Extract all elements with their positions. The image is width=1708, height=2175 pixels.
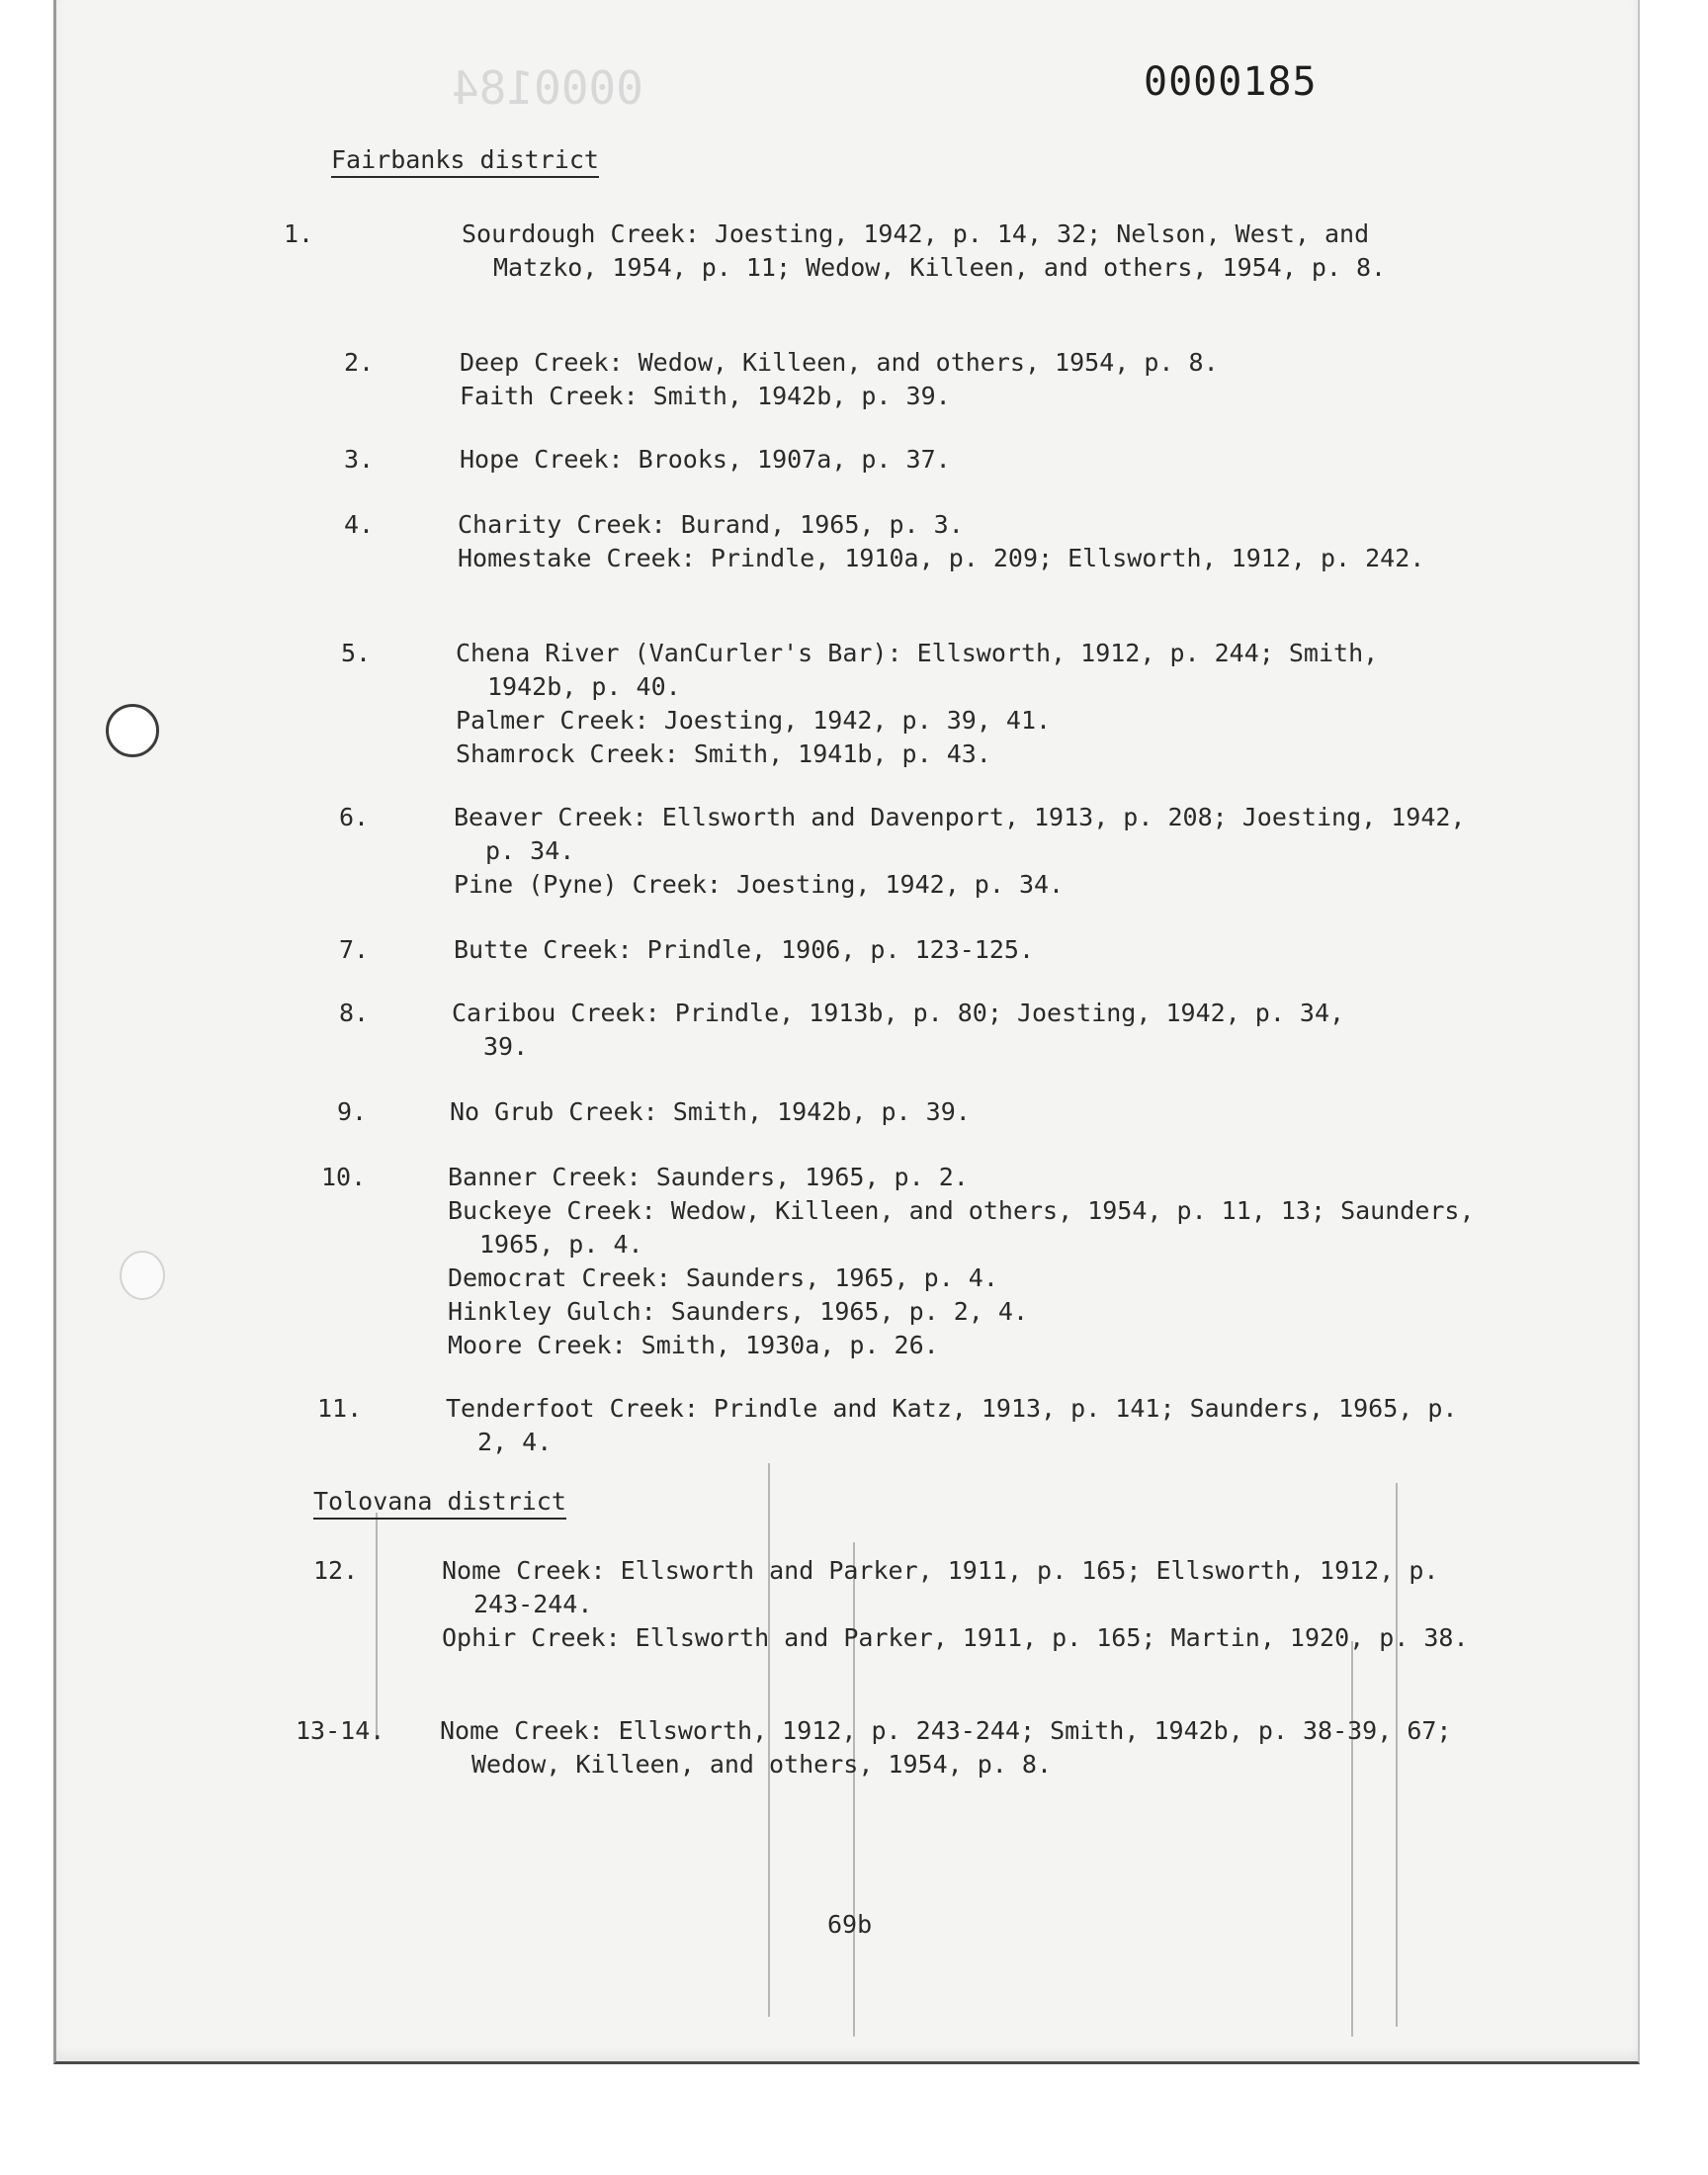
citation: Tenderfoot Creek: Prindle and Katz, 1913, p. 141; Saunders, 1965, p. 2, 4. [446,1394,1458,1456]
entry-number: 2. [344,348,375,377]
section-heading-fairbanks: Fairbanks district [331,145,599,178]
scan-streak [1351,1641,1353,2037]
citation: Moore Creek: Smith, 1930a, p. 26. [448,1331,939,1359]
citation: Ophir Creek: Ellsworth and Parker, 1911, p. 165; Martin, 1920, p. 38. [442,1623,1469,1652]
citation: Hinkley Gulch: Saunders, 1965, p. 2, 4. [448,1297,1028,1326]
entry-number: 12. [313,1556,359,1585]
entry-number: 13-14. [296,1716,385,1745]
entry-number: 4. [344,510,375,539]
citation: Pine (Pyne) Creek: Joesting, 1942, p. 34. [454,870,1065,899]
scan-streak [376,1513,378,1740]
citation: Faith Creek: Smith, 1942b, p. 39. [460,382,951,410]
entry-number: 7. [339,935,370,964]
citation: Caribou Creek: Prindle, 1913b, p. 80; Joesting, 1942, p. 34, 39. [452,999,1345,1061]
page-number: 69b [827,1910,873,1939]
document-stamp-number: 0000185 [1144,59,1318,105]
punch-hole-faint [120,1251,165,1300]
citation: No Grub Creek: Smith, 1942b, p. 39. [450,1097,971,1126]
entry-number: 8. [339,999,370,1027]
citation: Nome Creek: Ellsworth and Parker, 1911, p. 165; Ellsworth, 1912, p. 243-244. [442,1556,1439,1618]
citation: Democrat Creek: Saunders, 1965, p. 4. [448,1263,998,1292]
citation: Buckeye Creek: Wedow, Killeen, and others, 1954, p. 11, 13; Saunders, 1965, p. 4. [448,1196,1475,1259]
citation: Chena River (VanCurler's Bar): Ellsworth, 1912, p. 244; Smith, 1942b, p. 40. [456,639,1379,701]
entry-number: 3. [344,445,375,474]
citation: Palmer Creek: Joesting, 1942, p. 39, 41. [456,706,1052,735]
citation: Butte Creek: Prindle, 1906, p. 123-125. [454,935,1034,964]
entry-number: 5. [341,639,372,667]
citation: Charity Creek: Burand, 1965, p. 3. [458,510,964,539]
document-page [53,0,1640,2064]
citation: Sourdough Creek: Joesting, 1942, p. 14, 32; Nelson, West, and Matzko, 1954, p. 11; Wedow, Killeen, and others, 1954, p. 8. [462,219,1387,282]
punch-hole [106,704,159,757]
entry-number: 11. [317,1394,363,1423]
entry-number: 9. [337,1097,368,1126]
citation: Shamrock Creek: Smith, 1941b, p. 43. [456,740,991,768]
citation: Deep Creek: Wedow, Killeen, and others, 1954, p. 8. [460,348,1219,377]
entry-number: 10. [321,1163,367,1191]
section-heading-tolovana: Tolovana district [313,1487,566,1520]
citation: Hope Creek: Brooks, 1907a, p. 37. [460,445,951,474]
entry-number: 1. [284,219,314,248]
citation: Banner Creek: Saunders, 1965, p. 2. [448,1163,969,1191]
citation: Beaver Creek: Ellsworth and Davenport, 1913, p. 208; Joesting, 1942, p. 34. [454,803,1466,865]
citation: Homestake Creek: Prindle, 1910a, p. 209; Ellsworth, 1912, p. 242. [458,544,1425,572]
citation: Nome Creek: Ellsworth, 1912, p. 243-244; Smith, 1942b, p. 38-39, 67; Wedow, Killeen, and others, 1954, p. 8. [440,1716,1452,1779]
ghost-stamp-number: 0000184 [452,61,643,115]
entry-number: 6. [339,803,370,831]
